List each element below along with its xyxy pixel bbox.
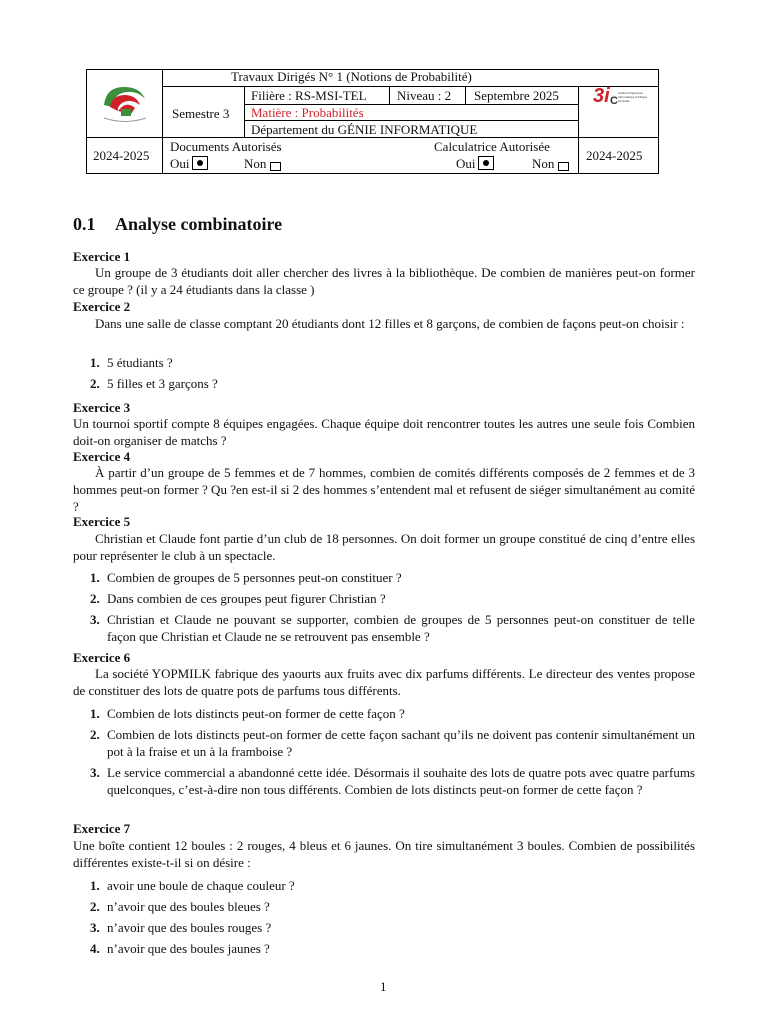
exercise-6-item-1: 1. Combien de lots distincts peut-on former de cette façon ? bbox=[90, 706, 405, 721]
logo-3i-text: 3i bbox=[593, 85, 610, 107]
td-title: Travaux Dirigés N° 1 (Notions de Probabilité) bbox=[231, 69, 472, 84]
exercise-2-item-1: 1. 5 étudiants ? bbox=[90, 355, 173, 370]
year-left: 2024-2025 bbox=[93, 148, 150, 163]
exercise-4-text: À partir d’un groupe de 5 femmes et de 7 hommes, combien de comités différents composés de 2 femmes et de 3 hommes peut-on former ? Qu ?en est-il si 2 des hommes s’entendent mal et refusent de siéger simultanément au comité ? bbox=[73, 465, 695, 514]
calculatrice-oui-checkbox[interactable] bbox=[478, 156, 494, 170]
exercise-5-item-1: 1. Combien de groupes de 5 personnes peut-on constituer ? bbox=[90, 570, 402, 585]
date: Septembre 2025 bbox=[474, 88, 559, 103]
exercise-2-item-2: 2. 5 filles et 3 garçons ? bbox=[90, 376, 218, 391]
semester: Semestre 3 bbox=[172, 106, 230, 121]
documents-oui-checkbox[interactable] bbox=[192, 156, 208, 170]
documents-oui: Oui bbox=[170, 156, 208, 171]
exercise-1-title: Exercice 1 bbox=[73, 249, 131, 264]
logo-caption: Institut d'Ingénierie Informatique d'Afrique Centrale bbox=[618, 91, 648, 103]
documents-non-checkbox[interactable] bbox=[270, 162, 281, 171]
header-table bbox=[86, 69, 659, 174]
calculatrice-oui: Oui bbox=[456, 156, 494, 171]
exercise-6-item-3: 3. Le service commercial a abandonné cette idée. Désormais il souhaite des lots de quatre pots avec quatre parfums quelconques, c’est-à-dire non tous différents. Combien de lots distincts peut-on former de cette façon ? bbox=[90, 765, 695, 797]
school-logo-left bbox=[100, 81, 150, 125]
exercise-5-item-2: 2. Dans combien de ces groupes peut figurer Christian ? bbox=[90, 591, 386, 606]
matiere: Matière : Probabilités bbox=[251, 105, 364, 120]
exercise-5-text: Christian et Claude font partie d’un club de 18 personnes. On doit former un groupe constitué de cinq d’entre elles pour représenter le club à un spectacle. bbox=[73, 531, 695, 563]
exercise-7-text: Une boîte contient 12 boules : 2 rouges, 4 bleus et 6 jaunes. On tire simultanément 3 boules. Combien de possibilités différentes existe-t-il si on désire : bbox=[73, 838, 695, 870]
exercise-3-text: Un tournoi sportif compte 8 équipes engagées. Chaque équipe doit rencontrer toutes les autres une seule fois Combien doit-on organiser de matchs ? bbox=[73, 416, 695, 448]
exercise-6-item-2: 2. Combien de lots distincts peut-on former de cette façon sachant qu’ils ne doivent pas contenir simultanément un pot à la fraise et un à la framboise ? bbox=[90, 727, 695, 759]
exercise-5-item-3: 3. Christian et Claude ne pouvant se supporter, combien de groupes de 5 personnes peut-on constituer de telle façon que Christian et Claude ne se retrouvent pas ensemble ? bbox=[90, 612, 695, 644]
exercise-5-title: Exercice 5 bbox=[73, 514, 131, 529]
departement: Département du GÉNIE INFORMATIQUE bbox=[251, 122, 478, 137]
year-right: 2024-2025 bbox=[586, 148, 643, 163]
logo-c-letter: C bbox=[610, 95, 618, 107]
documents-non: Non bbox=[244, 156, 281, 171]
exercise-6-text: La société YOPMILK fabrique des yaourts aux fruits avec dix parfums différents. Le directeur des ventes propose de constituer des lots de quatre pots de parfums tous différents. bbox=[73, 666, 695, 698]
documents-label: Documents Autorisés bbox=[170, 139, 282, 154]
exercise-7-item-3: 3. n’avoir que des boules rouges ? bbox=[90, 920, 272, 935]
exercise-3-title: Exercice 3 bbox=[73, 400, 131, 415]
filiere: Filière : RS-MSI-TEL bbox=[251, 88, 367, 103]
calculatrice-non: Non bbox=[532, 156, 569, 171]
institute-logo-right bbox=[591, 85, 655, 125]
calculatrice-label: Calculatrice Autorisée bbox=[434, 139, 550, 154]
exercise-7-item-2: 2. n’avoir que des boules bleues ? bbox=[90, 899, 270, 914]
exercise-7-item-1: 1. avoir une boule de chaque couleur ? bbox=[90, 878, 295, 893]
section-title: Analyse combinatoire bbox=[115, 214, 283, 234]
calculatrice-non-checkbox[interactable] bbox=[558, 162, 569, 171]
section-number: 0.1 bbox=[73, 214, 96, 234]
exercise-2-title: Exercice 2 bbox=[73, 299, 131, 314]
exercise-7-item-4: 4. n’avoir que des boules jaunes ? bbox=[90, 941, 270, 956]
page-number: 1 bbox=[380, 979, 387, 994]
exercise-7-title: Exercice 7 bbox=[73, 821, 131, 836]
exercise-2-text: Dans une salle de classe comptant 20 étudiants dont 12 filles et 8 garçons, de combien de façons peut-on choisir : bbox=[95, 316, 685, 331]
exercise-4-title: Exercice 4 bbox=[73, 449, 131, 464]
section-heading bbox=[73, 214, 282, 235]
niveau: Niveau : 2 bbox=[397, 88, 452, 103]
exercise-1-text: Un groupe de 3 étudiants doit aller chercher des livres à la bibliothèque. De combien de manières peut-on former ce groupe ? (il y a 24 étudiants dans la classe ) bbox=[73, 265, 695, 297]
exercise-6-title: Exercice 6 bbox=[73, 650, 131, 665]
